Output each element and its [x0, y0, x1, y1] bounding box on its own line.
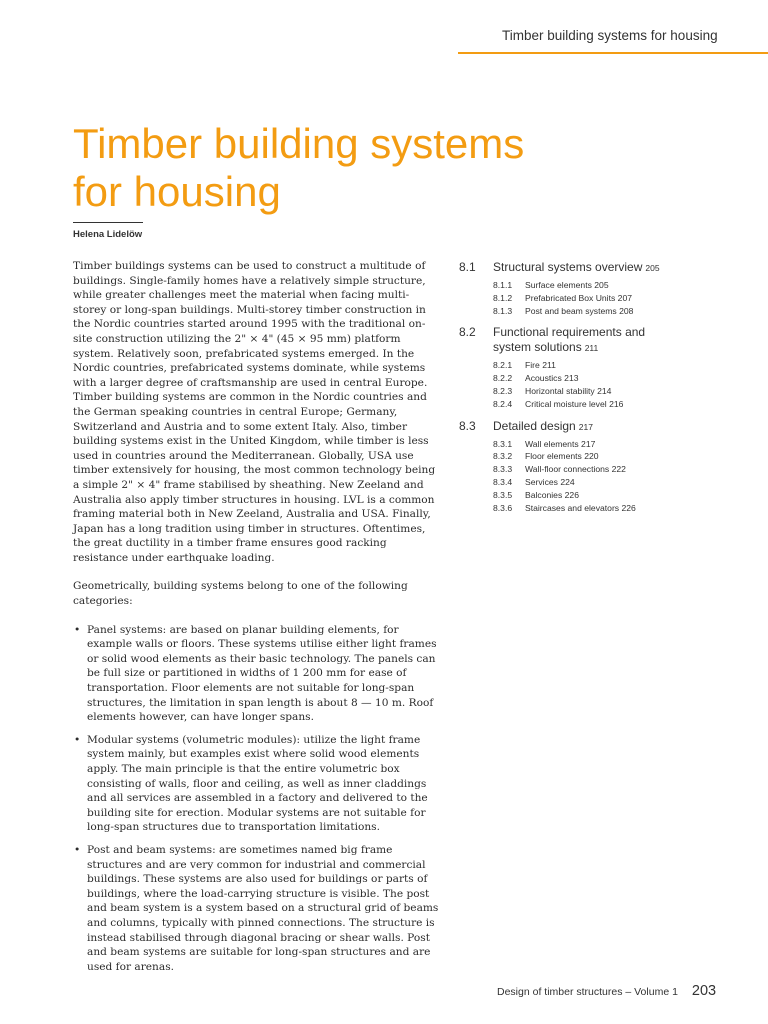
toc-subnumber: 8.2.3: [493, 385, 513, 396]
toc-subpage: 220: [584, 451, 599, 462]
toc-page: 211: [584, 343, 599, 354]
toc-subentry[interactable]: [459, 279, 749, 292]
list-item-panel-systems: [73, 623, 441, 725]
toc-subentry[interactable]: [459, 398, 749, 411]
toc-entry[interactable]: [459, 419, 749, 435]
toc-subpage: 208: [619, 305, 634, 316]
list-item-text: Modular systems (volumetric modules): utilize the light frame system mainly, but examples exist where solid wood elements apply. The main principle is that the entire volumetric box consisting of walls, floor and ceiling, as well as inner claddings and all services are assembled in a factory and delivered to the building site for erection. Modular systems are not suitable for long-span structures due to transportation limitations.: [87, 733, 428, 834]
chapter-contents: [459, 260, 749, 522]
toc-subentry[interactable]: [459, 385, 749, 398]
toc-subnumber: 8.3.3: [493, 464, 513, 475]
toc-subpage: 224: [560, 476, 575, 487]
toc-subtitle: Post and beam systems: [525, 305, 617, 316]
bullet-icon: •: [74, 623, 81, 636]
toc-subpage: 222: [611, 464, 626, 475]
toc-subpage: 211: [542, 360, 556, 371]
categories-paragraph: Geometrically, building systems belong to one of the following categories:: [73, 580, 408, 608]
list-item-modular-systems: [73, 733, 441, 835]
toc-subtitle: Fire: [525, 360, 540, 371]
toc-subtitle: Horizontal stability: [525, 385, 595, 396]
toc-subentry[interactable]: [459, 476, 749, 489]
toc-subpage: 216: [609, 398, 624, 409]
toc-subnumber: 8.3.4: [493, 476, 513, 487]
toc-subpage: 217: [581, 438, 596, 449]
toc-subnumber: 8.2.2: [493, 373, 513, 384]
toc-number: 8.2: [459, 325, 476, 340]
header-rule: [458, 52, 768, 54]
toc-subpage: 205: [594, 280, 609, 290]
toc-page: 217: [578, 421, 593, 432]
toc-subnumber: 8.3.2: [493, 451, 513, 462]
toc-subnumber: 8.3.5: [493, 489, 513, 500]
toc-page: 205: [645, 263, 660, 273]
categories-list: [73, 623, 441, 975]
toc-subtitle: Surface elements: [525, 280, 592, 290]
toc-subtitle: Staircases and elevators: [525, 502, 620, 513]
toc-subpage: 213: [564, 373, 579, 384]
toc-subnumber: 8.3.1: [493, 438, 513, 449]
toc-subnumber: 8.1.3: [493, 305, 513, 316]
toc-subtitle: Services: [525, 476, 558, 487]
toc-subpage: 207: [617, 292, 633, 303]
toc-subtitle: Balconies: [525, 489, 563, 500]
toc-subtitle: Floor elements: [525, 451, 582, 462]
title-line-2: for housing: [73, 168, 281, 215]
toc-subtitle: Wall elements: [525, 438, 579, 449]
toc-section-8-2: [459, 325, 749, 410]
toc-entry[interactable]: [459, 260, 749, 276]
toc-title-line-1: Functional requirements and: [493, 325, 646, 340]
page-number: 203: [691, 983, 717, 999]
toc-title: Structural systems overview: [493, 260, 643, 274]
toc-subentry[interactable]: [459, 438, 749, 451]
author-name: Helena Lidelöw: [73, 229, 143, 240]
toc-subentry[interactable]: [459, 502, 749, 515]
toc-subentry[interactable]: [459, 450, 749, 463]
list-item-text: Panel systems: are based on planar building elements, for example walls or floors. These systems utilise either light frames or solid wood elements as their basic technology. The panels can be full size or partitioned in widths of 1 200 mm for ease of transportation. Floor elements are not suitable for long-span structures, the limitation in span length is about 8 — 10 m. Roof elements however, can have longer spans.: [87, 623, 437, 724]
page-title: [73, 120, 673, 216]
toc-subentry[interactable]: [459, 372, 749, 385]
list-item-text: Post and beam systems: are sometimes named big frame structures and are very common for industrial and commercial buildings. These systems are also used for buildings or parts of buildings, where the load-carrying structure is visible. The post and beam system is a system based on a structural grid of beams and columns, typically with pinned connections. The structure is instead stabilised through diagonal bracing or shear walls. Post and beam systems are suitable for long-span structures and are used for arenas.: [87, 843, 439, 973]
toc-subpage: 214: [597, 385, 612, 396]
author-rule: [73, 222, 143, 223]
toc-subtitle: Critical moisture level: [525, 398, 607, 409]
toc-subentry[interactable]: [459, 305, 749, 318]
toc-subpage: 226: [564, 489, 579, 500]
toc-subentry[interactable]: [459, 359, 749, 372]
intro-paragraph: Timber buildings systems can be used to construct a multitude of buildings. Single-family homes have a relatively simple structure, while greater challenges meet the material when facing multi-storey or long-span buildings. Multi-storey timber construction in the Nordic countries started around 1995 with the traditional on-site construction utilizing the 2" × 4" (45 × 95 mm) platform system. Relatively soon, prefabricated systems emerged. In the Nordic countries, prefabricated systems dominate, while systems with a larger degree of craftsmanship are used in central Europe. Timber building systems are common in the Nordic countries and the German speaking countries in central Europe; Germany, Switzerland and Austria and to some extent Italy. Also, timber building systems exist in the United Kingdom, while timber is less used in countries around the Mediterranean. Globally, USA use timber extensively for housing, the most common technology being a simple 2" × 4" frame stabilised by sheathing. New Zeeland and Australia also apply timber structures in housing. LVL is a common framing material both in New Zeeland, Australia and USA. Finally, Japan has a long tradition using timber in structures. Oftentimes, the great ductility in a timber frame ensures good racking resistance under earthquake loading.: [73, 260, 436, 564]
bullet-icon: •: [74, 733, 81, 746]
toc-subentry[interactable]: [459, 489, 749, 502]
toc-subentry[interactable]: [459, 292, 749, 305]
body-text-column: [73, 259, 441, 982]
toc-title: Detailed design: [493, 418, 576, 433]
list-item-post-beam-systems: [73, 843, 441, 974]
toc-subtitle: Acoustics: [525, 373, 562, 384]
title-line-1: Timber building systems: [73, 120, 525, 167]
toc-subnumber: 8.1.1: [493, 280, 513, 290]
running-head: Timber building systems for housing: [502, 28, 718, 43]
toc-number: 8.3: [459, 418, 476, 433]
toc-subtitle: Wall-floor connections: [525, 464, 610, 475]
toc-section-8-3: [459, 419, 749, 515]
toc-subnumber: 8.1.2: [493, 292, 513, 303]
toc-number: 8.1: [459, 260, 476, 274]
toc-subnumber: 8.2.1: [493, 360, 513, 371]
toc-subnumber: 8.3.6: [493, 502, 513, 513]
bullet-icon: •: [74, 843, 81, 856]
toc-subtitle: Prefabricated Box Units: [525, 292, 616, 303]
toc-subentry[interactable]: [459, 463, 749, 476]
toc-title-line-2: system solutions: [493, 340, 582, 355]
toc-section-8-1: [459, 260, 749, 317]
toc-entry[interactable]: [459, 325, 749, 356]
footer-book-title: Design of timber structures – Volume 1: [497, 986, 678, 998]
page-footer: [497, 983, 737, 999]
toc-subpage: 226: [621, 502, 636, 513]
toc-subnumber: 8.2.4: [493, 398, 513, 409]
